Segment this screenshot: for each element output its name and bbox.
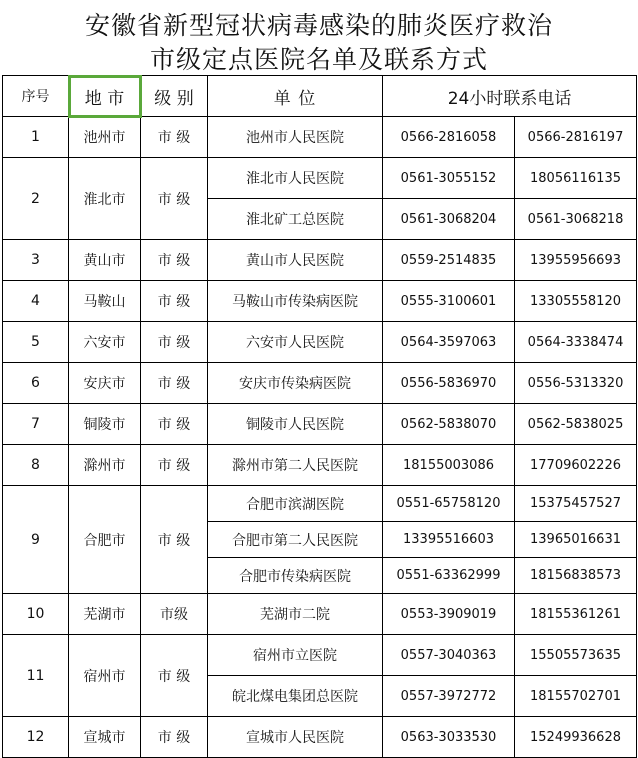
cell-phone-1[interactable]: 13395516603	[383, 522, 515, 558]
page-title-line1: 安徽省新型冠状病毒感染的肺炎医疗救治	[84, 11, 553, 40]
cell-phone-1[interactable]: 0551-65758120	[383, 486, 515, 522]
cell-hospital-name[interactable]: 合肥市第二人民医院	[208, 522, 383, 558]
cell-city[interactable]: 宣城市	[69, 717, 141, 758]
cell-level[interactable]: 市 级	[141, 281, 208, 322]
cell-city[interactable]: 芜湖市	[69, 594, 141, 635]
cell-city[interactable]: 六安市	[69, 322, 141, 363]
header-row	[3, 76, 637, 117]
cell-hospital-name[interactable]: 宿州市立医院	[208, 635, 383, 676]
cell-hospital-name[interactable]: 六安市人民医院	[208, 322, 383, 363]
header-seq[interactable]: 序号	[3, 76, 69, 117]
cell-level[interactable]: 市 级	[141, 158, 208, 240]
cell-level[interactable]: 市 级	[141, 717, 208, 758]
cell-hospital-name[interactable]: 宣城市人民医院	[208, 717, 383, 758]
table-row	[3, 240, 637, 281]
cell-seq[interactable]: 9	[3, 486, 69, 594]
cell-phone-2[interactable]: 0564-3338474	[515, 322, 637, 363]
cell-level[interactable]: 市 级	[141, 363, 208, 404]
cell-hospital-name[interactable]: 淮北矿工总医院	[208, 199, 383, 240]
cell-phone-2[interactable]: 18156838573	[515, 558, 637, 594]
cell-city[interactable]: 宿州市	[69, 635, 141, 717]
cell-phone-1[interactable]: 0557-3040363	[383, 635, 515, 676]
cell-phone-1[interactable]: 0561-3068204	[383, 199, 515, 240]
cell-city[interactable]: 池州市	[69, 117, 141, 158]
cell-phone-1[interactable]: 0555-3100601	[383, 281, 515, 322]
cell-city[interactable]: 铜陵市	[69, 404, 141, 445]
table-row	[3, 281, 637, 322]
cell-hospital-name[interactable]: 池州市人民医院	[208, 117, 383, 158]
header-unit[interactable]: 单 位	[208, 76, 383, 117]
cell-seq[interactable]: 8	[3, 445, 69, 486]
cell-seq[interactable]: 1	[3, 117, 69, 158]
table-row	[3, 404, 637, 445]
cell-hospital-name[interactable]: 芜湖市二院	[208, 594, 383, 635]
cell-level[interactable]: 市 级	[141, 322, 208, 363]
cell-level[interactable]: 市 级	[141, 117, 208, 158]
header-phone[interactable]: 24小时联系电话	[383, 76, 637, 117]
cell-phone-1[interactable]: 0559-2514835	[383, 240, 515, 281]
cell-seq[interactable]: 5	[3, 322, 69, 363]
cell-phone-2[interactable]: 0556-5313320	[515, 363, 637, 404]
cell-hospital-name[interactable]: 安庆市传染病医院	[208, 363, 383, 404]
cell-city[interactable]: 淮北市	[69, 158, 141, 240]
cell-hospital-name[interactable]: 黄山市人民医院	[208, 240, 383, 281]
cell-seq[interactable]: 7	[3, 404, 69, 445]
cell-hospital-name[interactable]: 马鞍山市传染病医院	[208, 281, 383, 322]
cell-seq[interactable]: 12	[3, 717, 69, 758]
table-row	[3, 158, 637, 199]
cell-city[interactable]: 滁州市	[69, 445, 141, 486]
table-row	[3, 363, 637, 404]
cell-hospital-name[interactable]: 合肥市滨湖医院	[208, 486, 383, 522]
cell-phone-2[interactable]: 15375457527	[515, 486, 637, 522]
cell-phone-2[interactable]: 0562-5838025	[515, 404, 637, 445]
hospital-table	[2, 75, 637, 758]
table-row	[3, 486, 637, 522]
cell-phone-2[interactable]: 0566-2816197	[515, 117, 637, 158]
cell-phone-1[interactable]: 18155003086	[383, 445, 515, 486]
cell-seq[interactable]: 10	[3, 594, 69, 635]
table-row	[3, 717, 637, 758]
table-row	[3, 322, 637, 363]
cell-phone-1[interactable]: 0562-5838070	[383, 404, 515, 445]
cell-hospital-name[interactable]: 淮北市人民医院	[208, 158, 383, 199]
cell-phone-2[interactable]: 15249936628	[515, 717, 637, 758]
table-body	[3, 117, 637, 758]
cell-phone-2[interactable]: 0561-3068218	[515, 199, 637, 240]
header-city[interactable]: 地 市	[69, 76, 141, 117]
cell-phone-2[interactable]: 17709602226	[515, 445, 637, 486]
cell-hospital-name[interactable]: 滁州市第二人民医院	[208, 445, 383, 486]
cell-seq[interactable]: 6	[3, 363, 69, 404]
cell-phone-1[interactable]: 0553-3909019	[383, 594, 515, 635]
cell-phone-2[interactable]: 18155702701	[515, 676, 637, 717]
table-row	[3, 594, 637, 635]
cell-level[interactable]: 市 级	[141, 635, 208, 717]
cell-phone-2[interactable]: 13955956693	[515, 240, 637, 281]
cell-seq[interactable]: 4	[3, 281, 69, 322]
cell-level[interactable]: 市 级	[141, 445, 208, 486]
cell-seq[interactable]: 3	[3, 240, 69, 281]
cell-seq[interactable]: 11	[3, 635, 69, 717]
cell-phone-2[interactable]: 18155361261	[515, 594, 637, 635]
cell-city[interactable]: 安庆市	[69, 363, 141, 404]
cell-phone-1[interactable]: 0566-2816058	[383, 117, 515, 158]
cell-phone-1[interactable]: 0551-63362999	[383, 558, 515, 594]
cell-phone-2[interactable]: 15505573635	[515, 635, 637, 676]
cell-hospital-name[interactable]: 皖北煤电集团总医院	[208, 676, 383, 717]
cell-phone-1[interactable]: 0561-3055152	[383, 158, 515, 199]
cell-city[interactable]: 合肥市	[69, 486, 141, 594]
cell-phone-1[interactable]: 0563-3033530	[383, 717, 515, 758]
table-row	[3, 635, 637, 676]
cell-phone-1[interactable]: 0556-5836970	[383, 363, 515, 404]
cell-phone-1[interactable]: 0557-3972772	[383, 676, 515, 717]
cell-phone-2[interactable]: 18056116135	[515, 158, 637, 199]
cell-phone-1[interactable]: 0564-3597063	[383, 322, 515, 363]
cell-level[interactable]: 市级	[141, 594, 208, 635]
page-title-line2: 市级定点医院名单及联系方式	[149, 45, 488, 74]
cell-seq[interactable]: 2	[3, 158, 69, 240]
cell-phone-2[interactable]: 13965016631	[515, 522, 637, 558]
table-row	[3, 445, 637, 486]
cell-city[interactable]: 黄山市	[69, 240, 141, 281]
cell-hospital-name[interactable]: 合肥市传染病医院	[208, 558, 383, 594]
cell-hospital-name[interactable]: 铜陵市人民医院	[208, 404, 383, 445]
header-level[interactable]: 级 别	[141, 76, 208, 117]
table-row	[3, 117, 637, 158]
cell-city[interactable]: 马鞍山	[69, 281, 141, 322]
cell-level[interactable]: 市 级	[141, 486, 208, 594]
cell-phone-2[interactable]: 13305558120	[515, 281, 637, 322]
cell-level[interactable]: 市 级	[141, 240, 208, 281]
cell-level[interactable]: 市 级	[141, 404, 208, 445]
